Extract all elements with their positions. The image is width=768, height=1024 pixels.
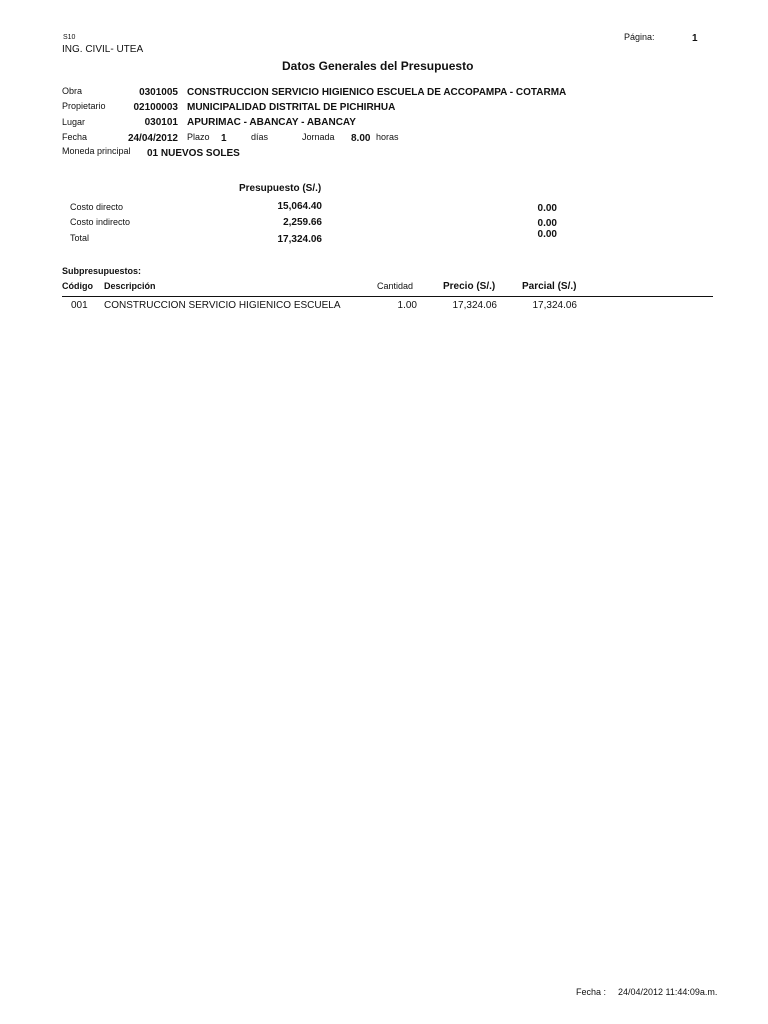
total-extra: 0.00 <box>537 229 557 240</box>
moneda-value: 01 NUEVOS SOLES <box>147 148 240 159</box>
jornada-label: Jornada <box>302 132 335 142</box>
row-cantidad: 1.00 <box>397 300 417 311</box>
page-number: 1 <box>692 33 698 44</box>
subpresupuestos-label: Subpresupuestos: <box>62 266 142 276</box>
propietario-label: Propietario <box>62 101 106 111</box>
total-value: 17,324.06 <box>277 234 322 245</box>
costo-directo-value: 15,064.40 <box>277 201 322 212</box>
col-precio: Precio (S/.) <box>443 281 496 292</box>
col-codigo: Código <box>62 281 93 291</box>
row-codigo: 001 <box>71 300 88 311</box>
plazo-label: Plazo <box>187 132 210 142</box>
horas-label: horas <box>376 132 399 142</box>
fecha-label: Fecha <box>62 132 88 142</box>
col-parcial: Parcial (S/.) <box>522 281 577 292</box>
row-parcial: 17,324.06 <box>532 300 577 311</box>
moneda-label: Moneda principal <box>62 146 131 156</box>
presupuesto-header: Presupuesto (S/.) <box>239 183 322 194</box>
obra-name: CONSTRUCCION SERVICIO HIGIENICO ESCUELA DE ACCOPAMPA - COTARMA <box>187 87 567 98</box>
lugar-code: 030101 <box>144 117 178 128</box>
fecha-value: 24/04/2012 <box>127 133 178 144</box>
costo-directo-label: Costo directo <box>70 202 124 212</box>
row-descripcion: CONSTRUCCION SERVICIO HIGIENICO ESCUELA <box>104 300 341 311</box>
propietario-name: MUNICIPALIDAD DISTRITAL DE PICHIRHUA <box>187 102 396 113</box>
footer-fecha-label: Fecha : <box>576 987 607 997</box>
costo-indirecto-label: Costo indirecto <box>70 217 131 227</box>
lugar-name: APURIMAC - ABANCAY - ABANCAY <box>187 117 356 128</box>
table-header-divider <box>62 296 713 297</box>
col-descripcion: Descripción <box>104 281 156 291</box>
plazo-value: 1 <box>221 133 227 144</box>
company-name: ING. CIVIL- UTEA <box>62 44 144 55</box>
page-label: Página: <box>624 32 655 42</box>
propietario-code: 02100003 <box>133 102 178 113</box>
obra-code: 0301005 <box>139 87 178 98</box>
dias-label: días <box>251 132 269 142</box>
costo-directo-extra: 0.00 <box>537 203 557 214</box>
lugar-label: Lugar <box>62 117 86 127</box>
footer-fecha-value: 24/04/2012 11:44:09a.m. <box>618 987 718 997</box>
costo-indirecto-value: 2,259.66 <box>283 217 322 228</box>
obra-label: Obra <box>62 86 83 96</box>
costo-indirecto-extra: 0.00 <box>537 218 557 229</box>
page-title: Datos Generales del Presupuesto <box>282 59 474 73</box>
system-code: S10 <box>63 34 76 41</box>
col-cantidad: Cantidad <box>377 281 414 291</box>
jornada-value: 8.00 <box>351 133 371 144</box>
total-label: Total <box>70 233 90 243</box>
row-precio: 17,324.06 <box>452 300 497 311</box>
